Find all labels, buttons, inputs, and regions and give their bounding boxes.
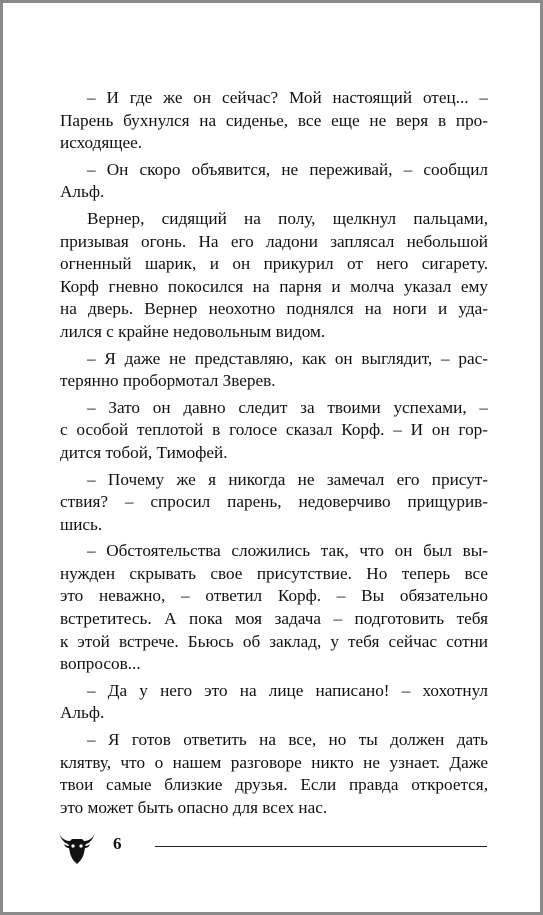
text-line: клятву, что о нашем разговоре никто не узнает. Даже xyxy=(60,752,488,772)
footer-rule xyxy=(155,846,487,847)
page-footer xyxy=(3,829,540,869)
text-line: нужден скрывать свое присутствие. Но теперь все xyxy=(60,563,488,583)
paragraph xyxy=(60,397,488,465)
text-line: – Почему же я никогда не замечал его присут- xyxy=(87,469,488,489)
text-line: к этой встрече. Бьюсь об заклад, у тебя сейчас сотни xyxy=(60,631,488,651)
paragraph xyxy=(60,729,488,819)
text-line: Вернер, сидящий на полу, щелкнул пальцами, xyxy=(87,208,488,228)
book-page xyxy=(3,3,540,912)
page-text xyxy=(60,87,488,819)
text-line: встретитесь. А пока моя задача – подготовить тебя xyxy=(60,609,488,629)
text-line: – Он скоро объявится, не переживай, – сообщил xyxy=(87,159,488,179)
text-line: – Я готов ответить на все, но ты должен дать xyxy=(87,730,488,750)
paragraph xyxy=(60,348,488,393)
text-line: исходящее. xyxy=(60,133,143,153)
paragraph xyxy=(60,87,488,155)
text-line: дится тобой, Тимофей. xyxy=(60,442,228,462)
text-line: это неважно, – ответил Корф. – Вы обязательно xyxy=(60,586,488,606)
text-line: – Я даже не представляю, как он выглядит, – рас- xyxy=(87,348,488,368)
text-line: Альф. xyxy=(60,703,105,723)
page-number: 6 xyxy=(113,834,122,853)
paragraph xyxy=(60,680,488,725)
text-line: ствия? – спросил парень, недоверчиво прищурив- xyxy=(60,492,488,512)
text-line: Парень бухнулся на сиденье, все еще не веря в про- xyxy=(60,110,488,130)
text-line: – Да у него это на лице написано! – хохотнул xyxy=(87,680,488,700)
paragraph xyxy=(60,159,488,204)
bull-head-icon xyxy=(57,829,97,865)
text-line: с особой теплотой в голосе сказал Корф. – И он гор- xyxy=(60,420,488,440)
text-line: призывая огонь. На его ладони заплясал небольшой xyxy=(60,231,488,251)
text-line: это может быть опасно для всех нас. xyxy=(60,797,328,817)
text-line: твои самые близкие друзья. Если правда откроется, xyxy=(60,775,488,795)
text-line: – И где же он сейчас? Мой настоящий отец... – xyxy=(87,88,488,107)
text-line: огненный шарик, и он прикурил от него сигарету. xyxy=(60,254,488,274)
text-line: Корф гневно покосился на парня и молча указал ему xyxy=(60,276,488,296)
text-line: терянно пробормотал Зверев. xyxy=(60,371,276,391)
text-line: – Обстоятельства сложились так, что он был вы- xyxy=(87,541,488,561)
text-line: Альф. xyxy=(60,182,105,202)
text-line: – Зато он давно следит за твоими успехами, – xyxy=(87,397,488,417)
text-line: на дверь. Вернер неохотно поднялся на ноги и уда- xyxy=(60,299,488,319)
text-line: шись. xyxy=(60,514,103,534)
paragraph xyxy=(60,540,488,676)
text-line: лился с крайне недовольным видом. xyxy=(60,321,326,341)
text-line: вопросов... xyxy=(60,654,141,674)
paragraph xyxy=(60,208,488,344)
paragraph xyxy=(60,469,488,537)
